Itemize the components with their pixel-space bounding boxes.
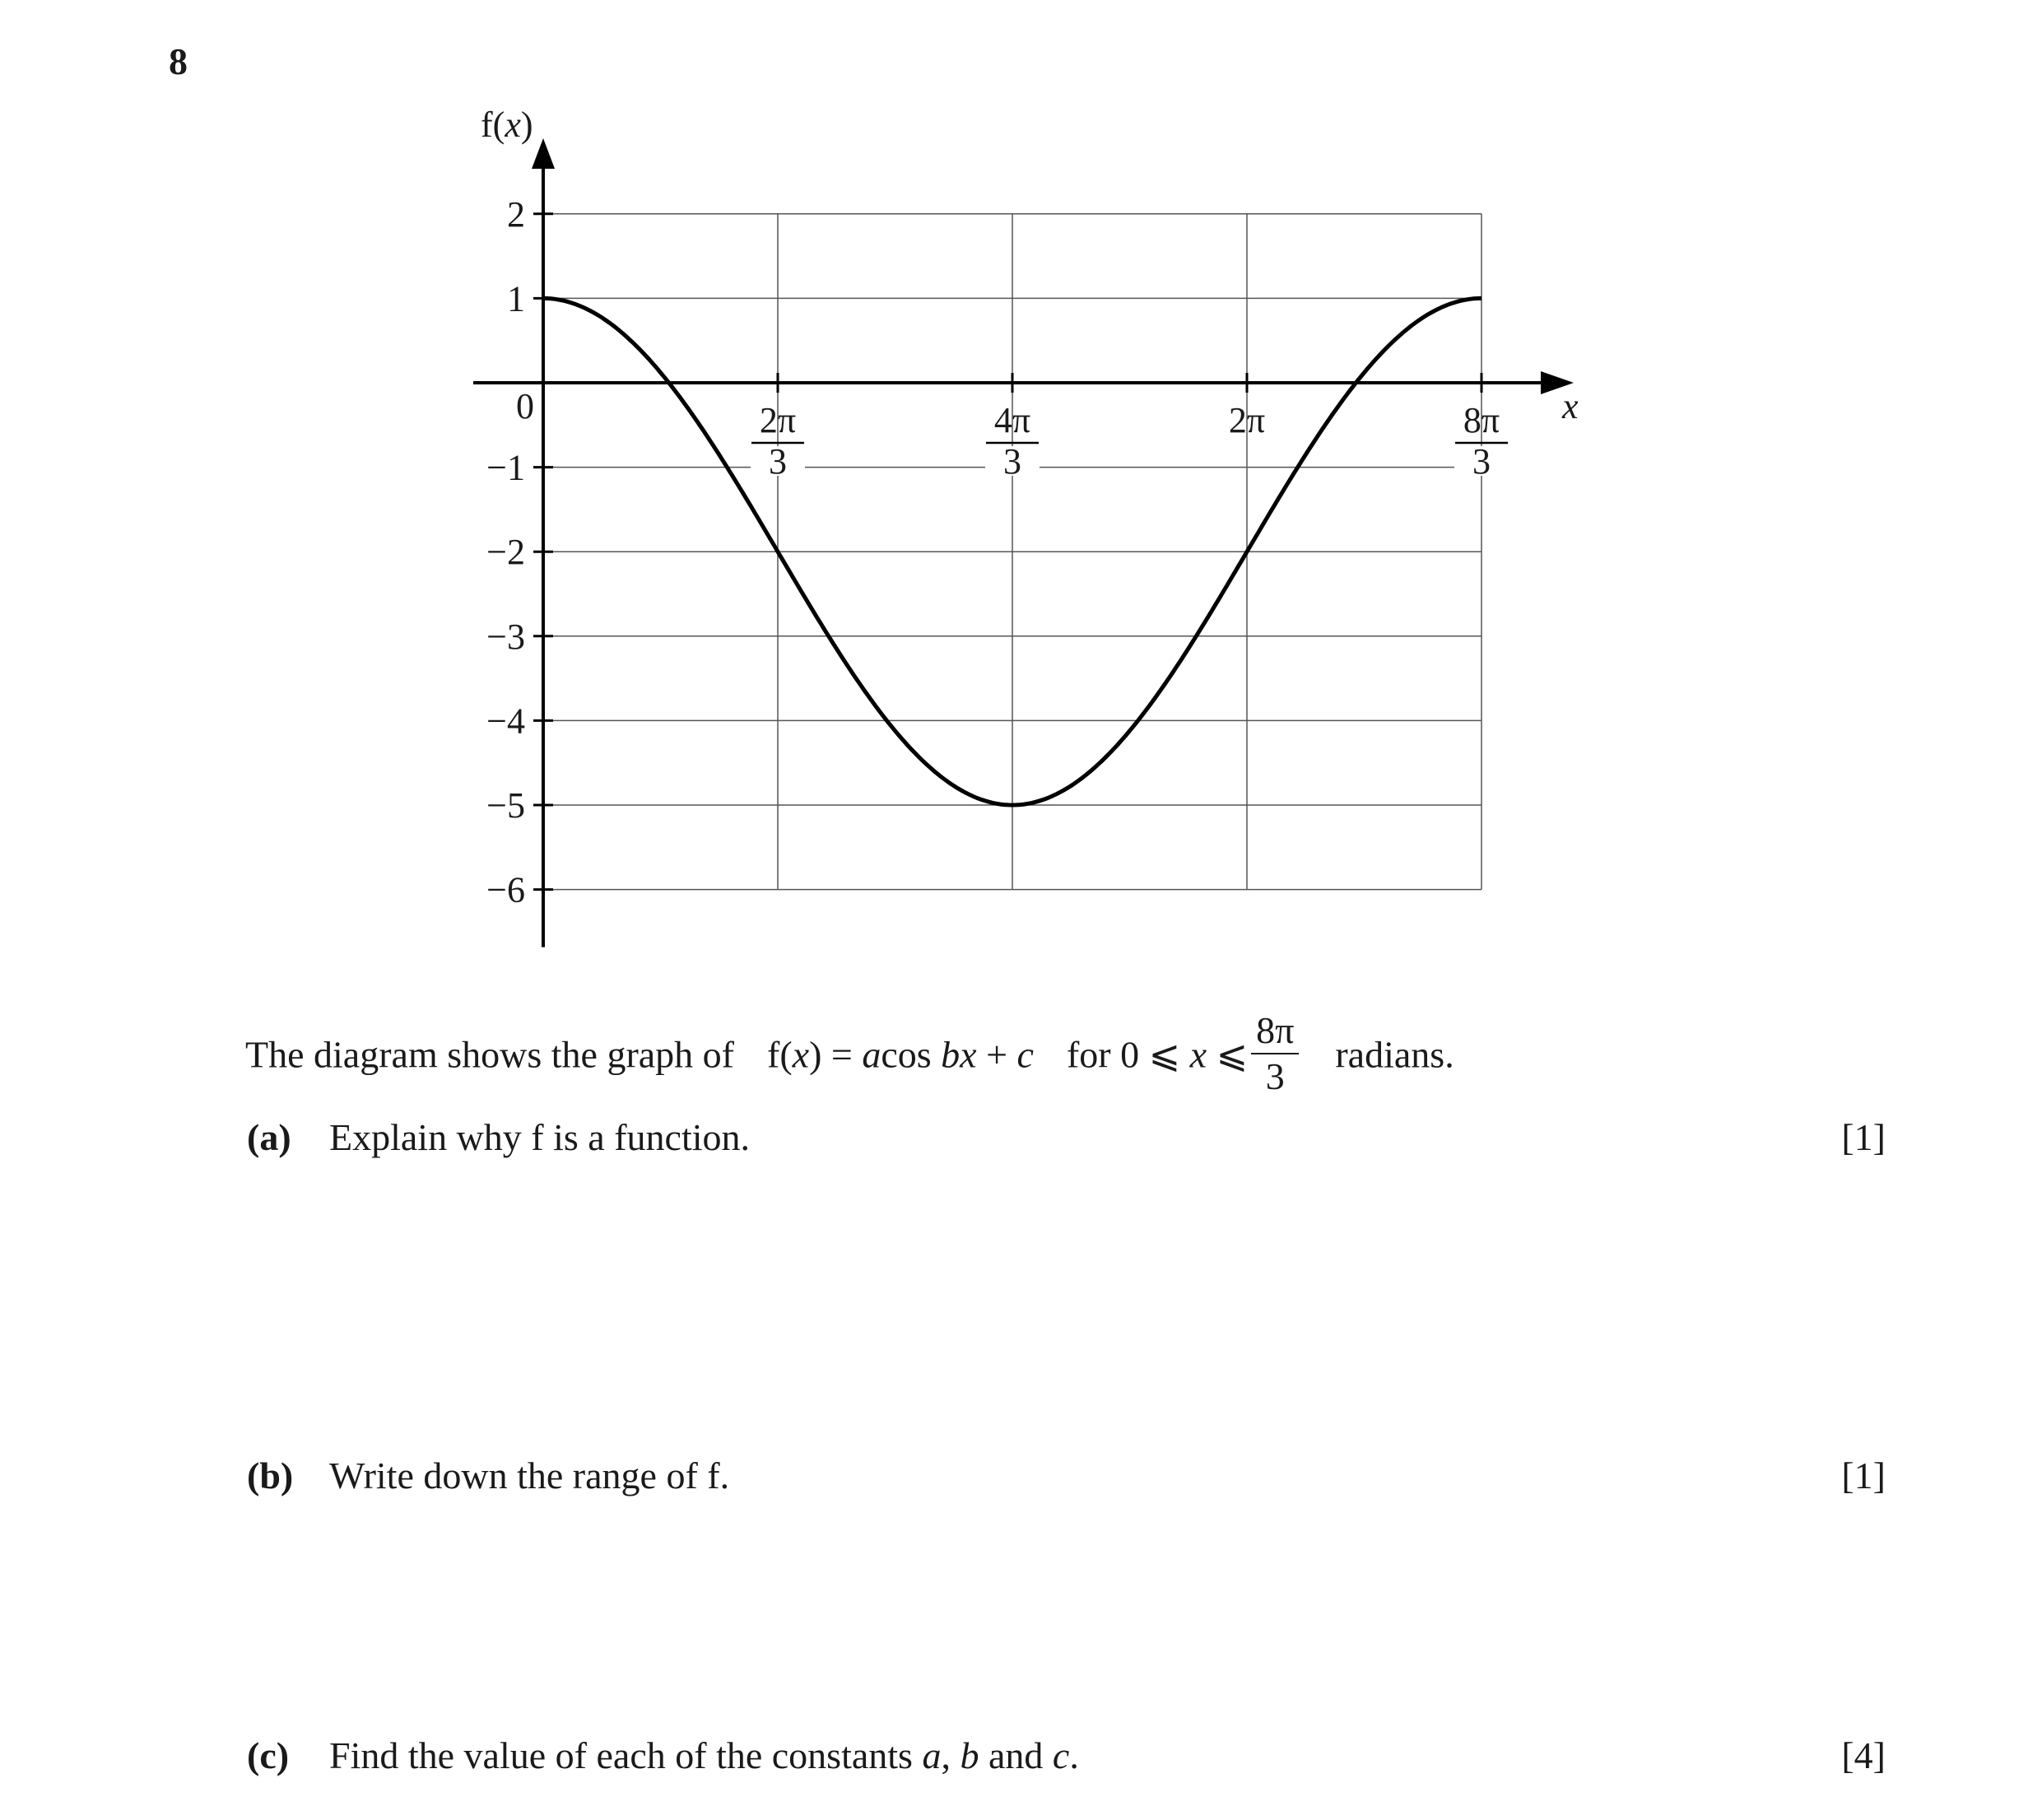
part-b — [247, 1454, 729, 1497]
y-tick-label: −6 — [486, 869, 525, 910]
y-tick-label: −5 — [486, 785, 525, 826]
origin-label: 0 — [516, 386, 534, 426]
y-tick-label: 2 — [507, 193, 525, 235]
domain-fraction — [1251, 1009, 1299, 1097]
fn-eq: ) = — [809, 1033, 863, 1076]
question-number: 8 — [169, 40, 188, 82]
part-a-marks: [1] — [1841, 1116, 1886, 1158]
axes — [473, 138, 1574, 947]
full-stop: . — [1069, 1734, 1079, 1776]
fraction-numerator: 8π — [1251, 1012, 1299, 1054]
y-tick-label: −2 — [486, 532, 525, 573]
part-text: Write down the range of f. — [329, 1455, 730, 1496]
y-axis-label: f(x) — [481, 105, 533, 145]
fn-plus: + — [976, 1033, 1017, 1076]
part-text: Find the value of each of the constants — [329, 1734, 923, 1776]
part-c — [247, 1734, 1079, 1777]
y-tick-label: −1 — [486, 447, 525, 488]
fn-f: f( — [767, 1033, 793, 1076]
part-b-marks: [1] — [1841, 1455, 1886, 1496]
x-tick-label: 2π — [759, 400, 797, 440]
x-tick-label-den: 3 — [1003, 441, 1021, 482]
x-tick-labels — [751, 373, 1509, 482]
y-tick-label: −4 — [486, 701, 525, 742]
const-c: c — [1016, 1033, 1034, 1076]
part-c-marks: [4] — [1841, 1734, 1886, 1776]
comma: , — [941, 1734, 961, 1776]
question-intro — [245, 1009, 1454, 1101]
x-tick-label-den: 3 — [1472, 441, 1491, 482]
fn-cos: cos — [881, 1033, 932, 1076]
y-tick-label: 1 — [507, 278, 525, 319]
part-a — [247, 1115, 750, 1159]
part-label: (b) — [247, 1455, 294, 1496]
const-b: b — [960, 1734, 979, 1776]
x-tick-label-den: 3 — [769, 441, 788, 482]
domain-x: x — [1189, 1033, 1207, 1076]
intro-text: The diagram shows the graph of — [245, 1033, 735, 1076]
part-text: Explain why f is a function. — [329, 1116, 751, 1158]
fraction-denominator: 3 — [1265, 1055, 1285, 1097]
domain-for: for 0 ⩽ — [1066, 1033, 1190, 1076]
fn-x2: x — [960, 1033, 977, 1076]
const-c: c — [1052, 1734, 1070, 1776]
const-b: b — [941, 1033, 961, 1076]
const-a: a — [862, 1033, 881, 1076]
x-tick-label: 4π — [993, 400, 1031, 440]
x-tick-label: 2π — [1228, 400, 1266, 440]
x-axis-label: x — [1562, 386, 1579, 426]
domain-le: ⩽ — [1207, 1033, 1249, 1076]
x-tick-label: 8π — [1463, 400, 1500, 440]
and-text: and — [979, 1734, 1053, 1776]
part-label: (a) — [247, 1116, 291, 1158]
grid — [543, 214, 1481, 890]
fn-x: x — [792, 1033, 810, 1076]
part-label: (c) — [247, 1734, 290, 1776]
domain-radians: radians. — [1335, 1033, 1454, 1076]
y-tick-label: −3 — [486, 616, 525, 657]
const-a: a — [922, 1734, 942, 1776]
y-axis-arrow — [532, 138, 555, 169]
